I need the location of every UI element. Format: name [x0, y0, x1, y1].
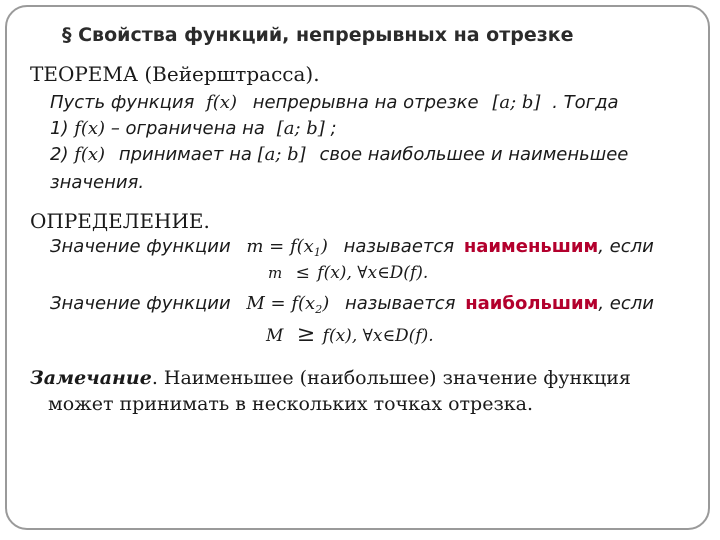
- definition-min-text-c: , если: [598, 236, 654, 257]
- theorem-l2-function: f(x): [74, 118, 106, 139]
- theorem-l2-end: ;: [330, 118, 337, 139]
- definition-max-expr-close: ): [322, 293, 330, 314]
- theorem-line-4: значения.: [50, 172, 145, 193]
- definition-max-line: [50, 293, 654, 316]
- definition-title: ОПРЕДЕЛЕНИЕ.: [30, 209, 210, 233]
- theorem-l2-number: 1): [50, 118, 69, 139]
- theorem-line-1: [50, 92, 619, 113]
- theorem-l3-segment: [a; b]: [257, 144, 306, 165]
- definition-max-text-c: , если: [598, 293, 654, 314]
- theorem-title: ТЕОРЕМА (Вейерштрасса).: [30, 62, 320, 86]
- theorem-l1-text-b: непрерывна на отрезке: [252, 92, 479, 113]
- definition-min-cond-rest: f(x), ∀x∈D(f).: [317, 263, 429, 283]
- theorem-l1-text-a: Пусть функция: [50, 92, 195, 113]
- definition-max-text-b: называется: [344, 293, 456, 314]
- definition-min-cond-op: ≤: [295, 263, 310, 283]
- theorem-l3-number: 2): [50, 144, 69, 165]
- definition-min-text-b: называется: [343, 236, 455, 257]
- definition-min-keyword: наименьшим: [463, 236, 599, 257]
- definition-min-expr-main: m = f(x: [246, 236, 314, 257]
- definition-max-text-a: Значение функции: [50, 293, 231, 314]
- remark-text-1: . Наименьшее (наибольшее) значение функция: [151, 367, 631, 389]
- definition-min-expr-close: ): [320, 236, 328, 257]
- definition-max-expr: [246, 293, 329, 314]
- theorem-l2-text: – ограничена на: [110, 118, 265, 139]
- remark-label: Замечание: [30, 367, 152, 389]
- theorem-l1-text-c: . Тогда: [552, 92, 619, 113]
- definition-max-condition: [266, 322, 434, 347]
- definition-min-cond-var: m: [268, 264, 283, 282]
- remark-line-1: [30, 367, 631, 389]
- theorem-l3-text-a: принимает на: [118, 144, 252, 165]
- definition-min-expr-sub: 1: [313, 246, 321, 259]
- theorem-line-3: [50, 144, 628, 165]
- remark-line-2: может принимать в нескольких точках отрезка.: [48, 393, 534, 415]
- page-title: § Свойства функций, непрерывных на отрезке: [62, 24, 574, 46]
- definition-min-expr: [246, 236, 327, 257]
- definition-max-keyword: наибольшим: [465, 293, 599, 314]
- definition-min-text-a: Значение функции: [50, 236, 231, 257]
- definition-max-expr-sub: 2: [315, 303, 323, 316]
- theorem-l3-text-b: свое наибольшее и наименьшее: [319, 144, 629, 165]
- definition-max-expr-main: M = f(x: [246, 293, 316, 314]
- theorem-l1-segment: [a; b]: [492, 92, 541, 113]
- theorem-l1-function: f(x): [206, 92, 237, 113]
- definition-max-cond-var: M: [266, 326, 284, 346]
- definition-max-cond-op: ≥: [296, 322, 316, 347]
- theorem-l3-function: f(x): [74, 144, 106, 165]
- definition-min-condition: [268, 263, 428, 283]
- theorem-line-2: [50, 118, 337, 139]
- theorem-l2-segment: [a; b]: [276, 118, 325, 139]
- definition-min-line: [50, 236, 654, 259]
- definition-max-cond-rest: f(x), ∀x∈D(f).: [322, 326, 434, 346]
